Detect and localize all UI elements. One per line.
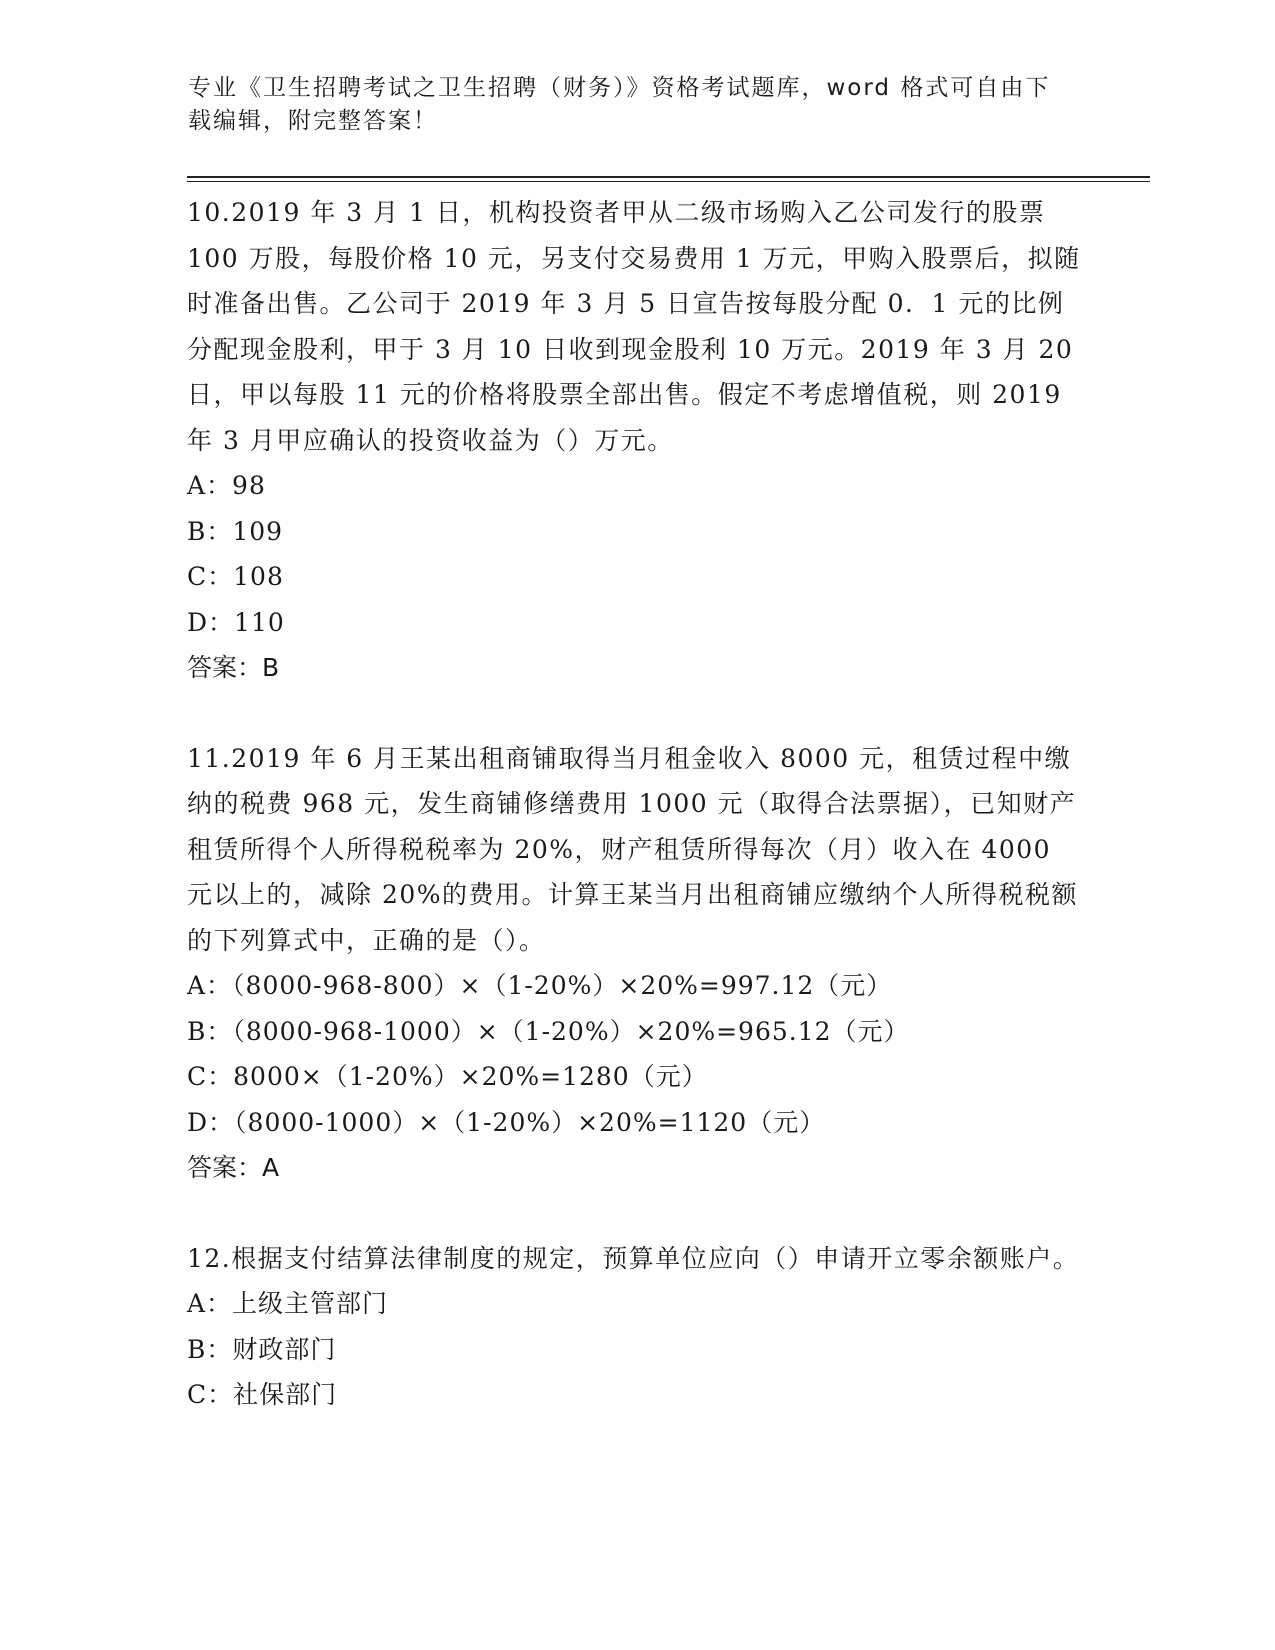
option-c: C：社保部门 (187, 1380, 338, 1409)
header-divider (187, 176, 1150, 178)
spacer (187, 691, 1087, 736)
question-text: 11.2019 年 6 月王某出租商铺取得当月租金收入 8000 元，租赁过程中缴纳的税费 968 元，发生商铺修缮费用 1000 元（取得合法票据），已知财产租赁所得个人所得税税率为 20%，财产租赁所得每次（月）收入在 4000 元以上的，减除 20%的费用。计算王某当月出租商铺应缴纳个人所得税税额的下列算式中，正确的是（）。 (187, 743, 1079, 955)
option-c: C：8000×（1-20%）×20%=1280（元） (187, 1062, 708, 1091)
option-b: B：109 (187, 516, 284, 546)
spacer (187, 1191, 1087, 1236)
option-a: A：上级主管部门 (187, 1289, 389, 1318)
option-b: B：财政部门 (187, 1334, 337, 1364)
option-a: A：98 (187, 471, 266, 500)
option-c: C：108 (187, 562, 284, 591)
option-a: A：（8000-968-800）×（1-20%）×20%=997.12（元） (187, 971, 893, 1000)
answer: 答案：B (187, 653, 280, 682)
document-header: 专业《卫生招聘考试之卫生招聘（财务）》资格考试题库，word 格式可自由下载编辑，附完整答案！ (188, 75, 1051, 134)
question-text: 10.2019 年 3 月 1 日，机构投资者甲从二级市场购入乙公司发行的股票 100 万股，每股价格 10 元，另支付交易费用 1 万元，甲购入股票后，拟随时准备出售。乙公司于 2019 年 3 月 5 日宣告按每股分配 0．1 元的比例分配现金股利，甲于 3 月 10 日收到现金股利 10 万元。2019 年 3 月 20 日，甲以每股 11 元的价格将股票全部出售。假定不考虑增值税，则 2019 年 3 月甲应确认的投资收益为（）万元。 (187, 198, 1081, 455)
question-11 (187, 736, 1087, 1191)
header-divider-thin (187, 181, 1150, 182)
question-list (187, 190, 1087, 1418)
answer: 答案：A (187, 1153, 280, 1182)
option-d: D：（8000-1000）×（1-20%）×20%=1120（元） (187, 1107, 826, 1137)
option-d: D：110 (187, 607, 285, 637)
option-b: B：（8000-968-1000）×（1-20%）×20%=965.12（元） (187, 1016, 910, 1046)
question-12 (187, 1236, 1087, 1418)
question-10 (187, 190, 1087, 691)
question-text: 12.根据支付结算法律制度的规定，预算单位应向（）申请开立零余额账户。 (187, 1243, 1080, 1273)
